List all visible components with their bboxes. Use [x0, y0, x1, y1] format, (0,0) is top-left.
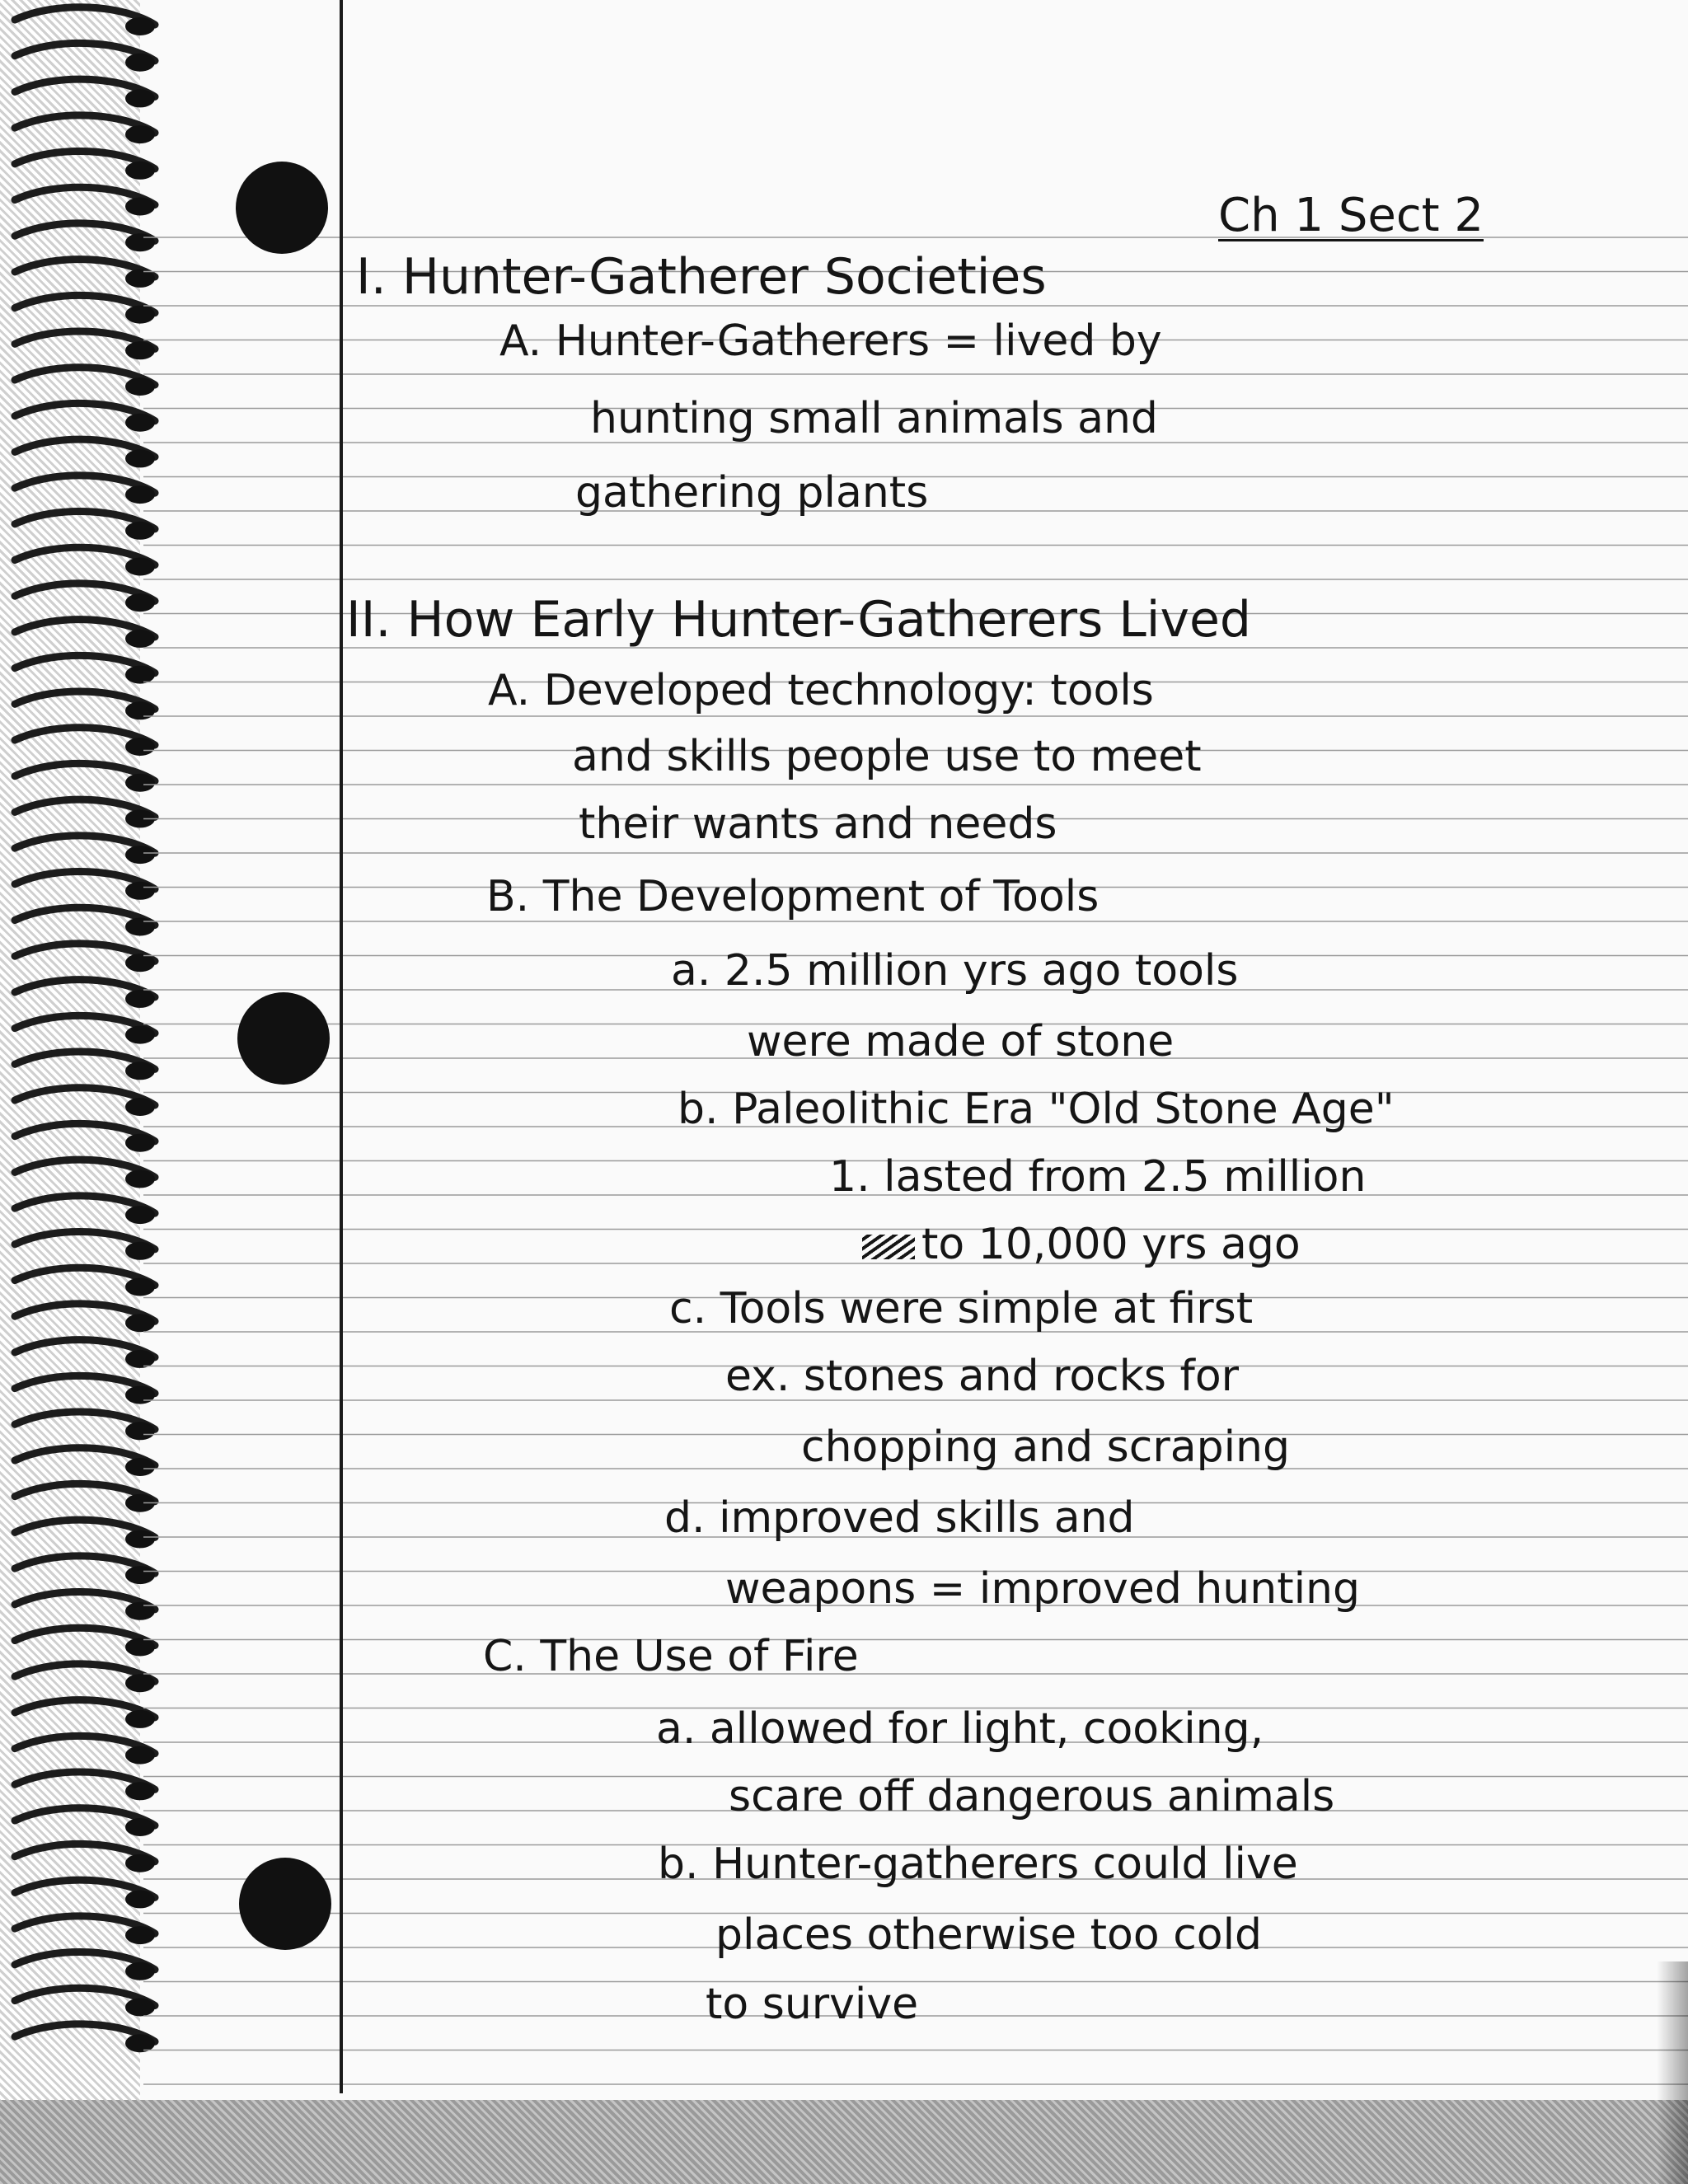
outline-line: gathering plants [575, 468, 929, 518]
outline-line: and skills people use to meet [572, 732, 1202, 781]
crossed-out-scribble [862, 1235, 915, 1259]
binder-hole-middle [237, 992, 330, 1085]
outline-line: their wants and needs [579, 799, 1057, 849]
scan-bottom-edge-shadow [0, 2100, 1688, 2184]
binder-hole-top [236, 162, 328, 254]
outline-line: hunting small animals and [590, 394, 1158, 443]
outline-heading-1: I. Hunter-Gatherer Societies [356, 248, 1047, 306]
outline-line: scare off dangerous animals [729, 1772, 1335, 1821]
outline-line: weapons = improved hunting [725, 1564, 1361, 1614]
outline-line: d. improved skills and [664, 1493, 1135, 1543]
outline-line: A. Hunter-Gatherers = lived by [499, 316, 1162, 366]
outline-line-text: to 10,000 yrs ago [921, 1220, 1301, 1269]
outline-line: to survive [706, 1980, 919, 2029]
scan-right-edge-shadow [1657, 1961, 1688, 2184]
outline-line: C. The Use of Fire [483, 1632, 859, 1681]
outline-heading-2: II. How Early Hunter-Gatherers Lived [346, 591, 1251, 649]
outline-line: ex. stones and rocks for [725, 1352, 1240, 1401]
outline-line: were made of stone [747, 1017, 1175, 1066]
binder-hole-bottom [239, 1858, 331, 1950]
outline-line: a. allowed for light, cooking, [656, 1704, 1264, 1754]
outline-line: 1. lasted from 2.5 million [829, 1152, 1367, 1202]
section-reference: Ch 1 Sect 2 [1218, 189, 1484, 242]
outline-line: places otherwise too cold [715, 1910, 1263, 1960]
outline-line: A. Developed technology: tools [488, 666, 1154, 715]
outline-line: chopping and scraping [801, 1422, 1291, 1472]
outline-line: a. 2.5 million yrs ago tools [671, 946, 1239, 996]
outline-line: b. Paleolithic Era "Old Stone Age" [678, 1085, 1395, 1134]
outline-line [862, 1220, 1301, 1269]
outline-line: b. Hunter-gatherers could live [658, 1840, 1298, 1889]
outline-line: c. Tools were simple at first [669, 1284, 1254, 1333]
outline-line: B. The Development of Tools [486, 872, 1100, 921]
